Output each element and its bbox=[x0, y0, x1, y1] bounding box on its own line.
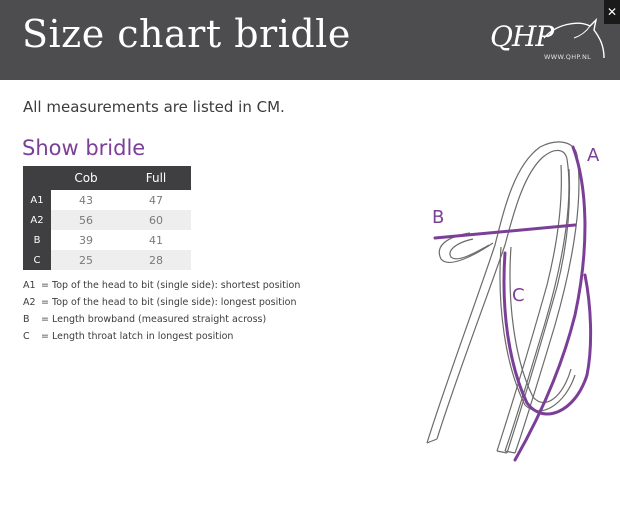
legend bbox=[23, 277, 300, 345]
legend-text: = Top of the head to bit (single side): longest position bbox=[41, 297, 297, 308]
logo-url: WWW.QHP.NL bbox=[544, 53, 592, 61]
header-bar bbox=[0, 0, 620, 80]
cell-full: 28 bbox=[121, 250, 191, 270]
column-header-full: Full bbox=[121, 166, 191, 190]
row-label: A1 bbox=[23, 190, 51, 210]
legend-key: A2 bbox=[23, 297, 36, 308]
row-label: C bbox=[23, 250, 51, 270]
close-icon[interactable]: ✕ bbox=[604, 0, 620, 24]
legend-key: C bbox=[23, 331, 30, 342]
diagram-label-c: C bbox=[512, 285, 525, 306]
legend-text: = Length browband (measured straight across) bbox=[41, 314, 267, 325]
legend-text: = Top of the head to bit (single side): shortest position bbox=[41, 280, 301, 291]
table-row bbox=[23, 250, 191, 270]
row-label: B bbox=[23, 230, 51, 250]
cell-cob: 56 bbox=[51, 210, 121, 230]
column-header-cob: Cob bbox=[51, 166, 121, 190]
legend-item bbox=[23, 294, 300, 311]
table-header-row bbox=[23, 166, 191, 190]
qhp-logo bbox=[486, 16, 608, 66]
legend-item bbox=[23, 311, 300, 328]
bridle-diagram bbox=[415, 135, 620, 470]
cell-cob: 25 bbox=[51, 250, 121, 270]
cell-full: 47 bbox=[121, 190, 191, 210]
logo-text: QHP bbox=[490, 20, 554, 53]
table-corner-cell bbox=[23, 166, 51, 190]
table-row bbox=[23, 190, 191, 210]
page-title: Size chart bridle bbox=[22, 12, 351, 56]
measurement-note: All measurements are listed in CM. bbox=[23, 98, 285, 116]
diagram-label-a: A bbox=[587, 145, 600, 166]
row-label: A2 bbox=[23, 210, 51, 230]
legend-key: B bbox=[23, 314, 30, 325]
legend-item bbox=[23, 328, 300, 345]
table-row bbox=[23, 230, 191, 250]
cell-full: 60 bbox=[121, 210, 191, 230]
table-row bbox=[23, 210, 191, 230]
section-title: Show bridle bbox=[22, 136, 146, 160]
legend-key: A1 bbox=[23, 280, 36, 291]
size-table bbox=[23, 166, 191, 270]
cell-cob: 39 bbox=[51, 230, 121, 250]
cell-full: 41 bbox=[121, 230, 191, 250]
legend-item bbox=[23, 277, 300, 294]
diagram-label-b: B bbox=[432, 207, 445, 228]
legend-text: = Length throat latch in longest position bbox=[41, 331, 234, 342]
cell-cob: 43 bbox=[51, 190, 121, 210]
